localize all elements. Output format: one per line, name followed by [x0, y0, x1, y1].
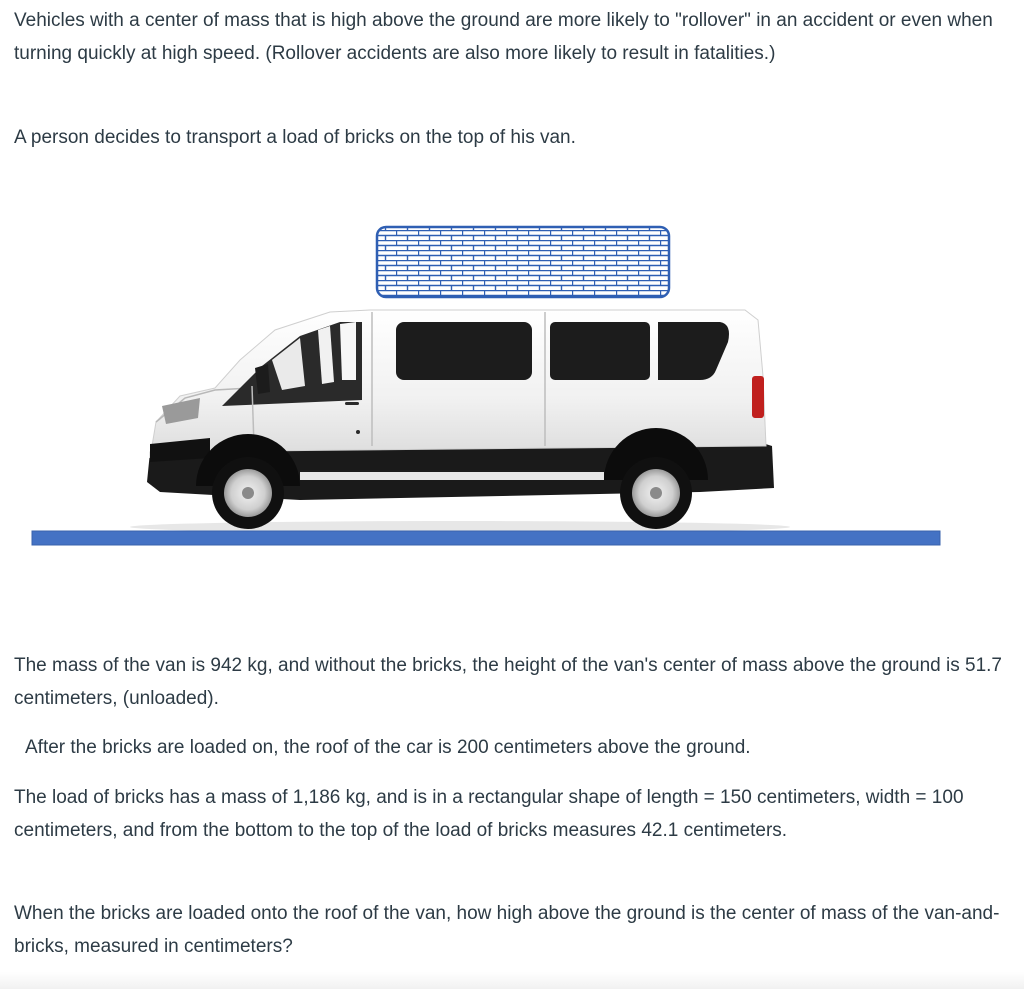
van-mass-paragraph: The mass of the van is 942 kg, and without the bricks, the height of the van's center of mass above the ground is 51.7 centimeters, (unloaded).	[14, 655, 1002, 709]
intro-paragraph: Vehicles with a center of mass that is high above the ground are more likely to "rollover" in an accident or even when turning quickly at high speed. (Rollover accidents are also more likely to result in fatalities.)	[14, 10, 993, 64]
question-paragraph: When the bricks are loaded onto the roof of the van, how high above the ground is the center of mass of the van-and-bricks, measured in centimeters?	[14, 903, 1000, 957]
rear-wheel	[620, 457, 692, 529]
ground-line	[32, 531, 940, 545]
van-graphic	[130, 310, 790, 533]
front-wheel	[212, 457, 284, 529]
brick-load	[377, 227, 669, 297]
roof-height-paragraph: After the bricks are loaded on, the roof of the car is 200 centimeters above the ground.	[25, 737, 751, 758]
bricks-paragraph: The load of bricks has a mass of 1,186 kg, and is in a rectangular shape of length = 150 centimeters, width = 100 centimeters, and from the bottom to the top of the load of bricks measures 42.1 centimeters.	[14, 787, 964, 841]
bottom-edge	[0, 972, 1024, 989]
setup-paragraph: A person decides to transport a load of bricks on the top of his van.	[14, 127, 576, 148]
van-illustration	[0, 200, 1024, 560]
